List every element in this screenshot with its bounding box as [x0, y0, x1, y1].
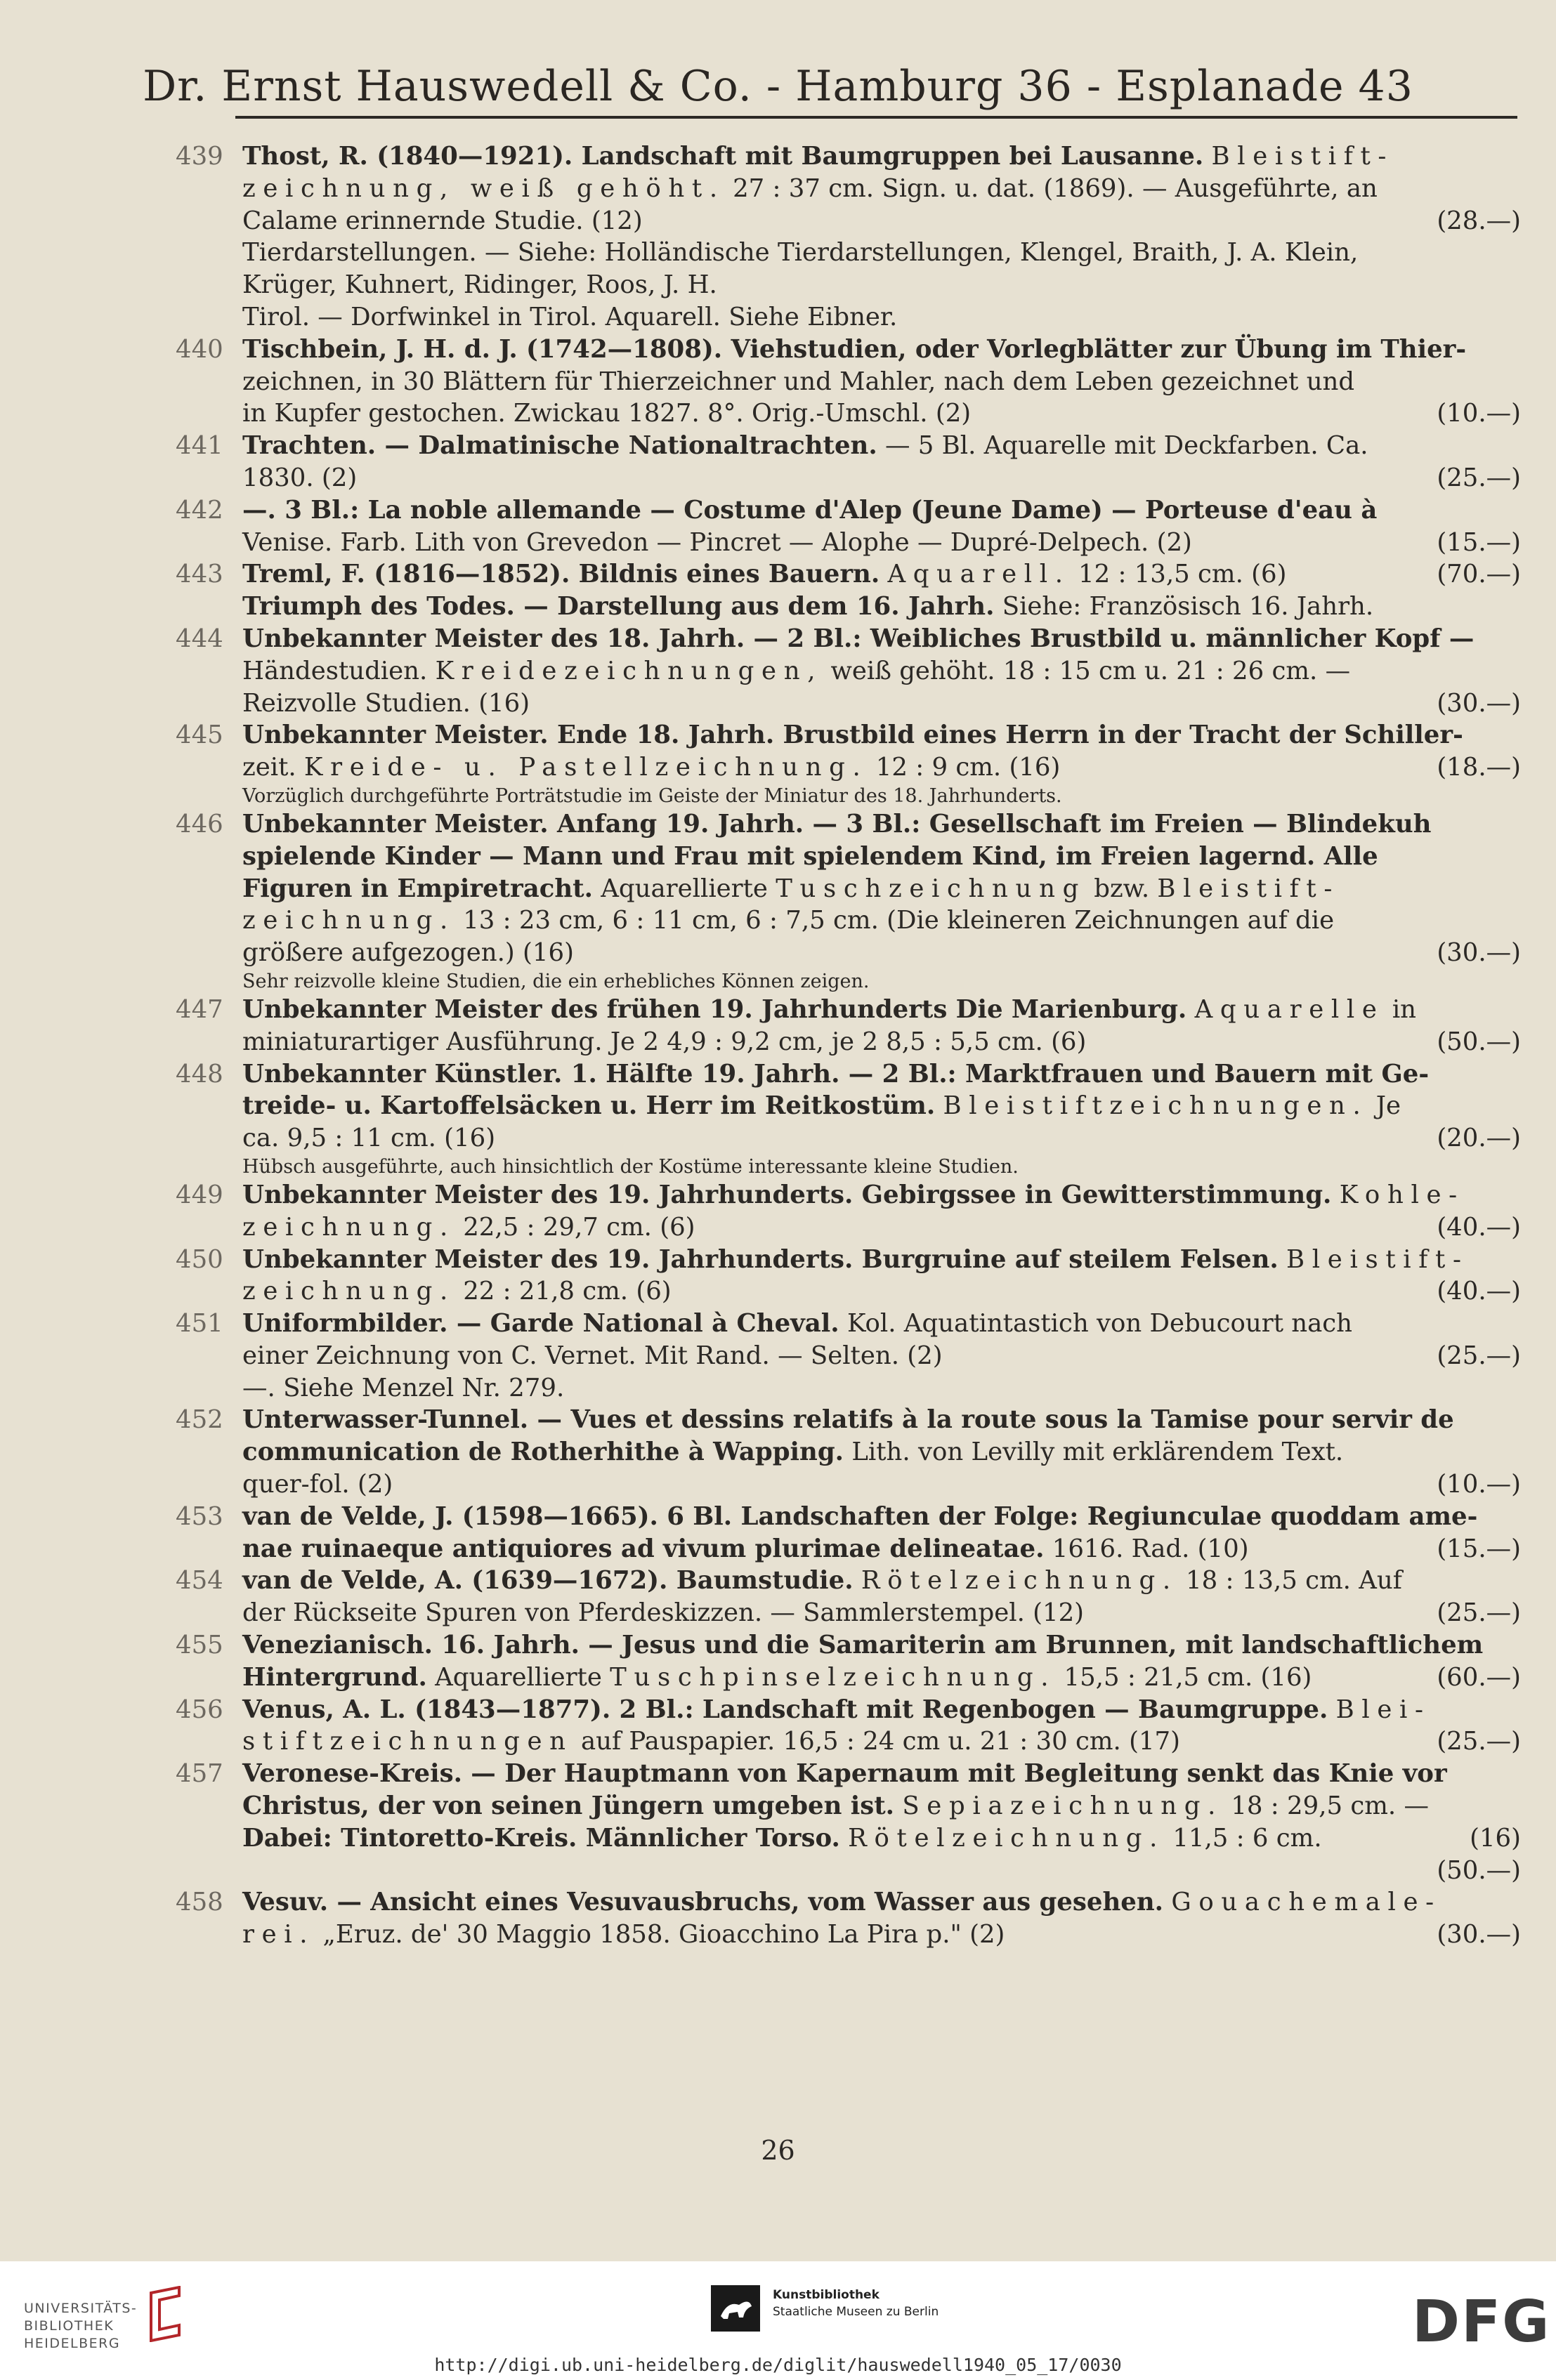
line-text: [242, 430, 1368, 462]
line-text: [242, 269, 717, 301]
spaced-text: zeichnung.: [242, 1212, 455, 1242]
entry-line: [242, 1725, 1521, 1758]
lot-number: 450: [176, 1244, 223, 1274]
line-text: [242, 1822, 1322, 1855]
university-line-2: BIBLIOTHEK: [24, 2318, 115, 2334]
price: (15.—): [1437, 527, 1521, 557]
spaced-text: stiftzeichnungen: [242, 1727, 573, 1756]
entry-line: [242, 591, 1521, 623]
line-text: [242, 591, 1373, 623]
entry-line: [242, 1597, 1521, 1629]
text: „Eruz. de' 30 Maggio 1858. Gioacchino La Pira p." (2): [315, 1920, 1005, 1950]
entry-line: [242, 655, 1521, 688]
bold-text: Triumph des Todes. — Darstellung aus dem 16. Jahrh.: [242, 592, 995, 622]
lot-number: 448: [176, 1059, 223, 1089]
line-text: [242, 140, 1394, 173]
entry-line: [242, 527, 1521, 559]
text: [840, 1824, 848, 1853]
catalog-entry: [176, 1179, 1521, 1244]
entry-line: [242, 808, 1521, 841]
entry-line: [242, 1372, 1521, 1405]
entry-line: [242, 334, 1521, 366]
university-logo-icon: [144, 2286, 186, 2342]
entry-line: [242, 623, 1521, 655]
text: Siehe: Französisch 16. Jahrh.: [994, 592, 1374, 622]
entry-note: Vorzüglich durchgeführte Porträtstudie im Geiste der Miniatur des 18. Jahrhunderts.: [242, 784, 1062, 807]
spaced-text: Bleistift-: [1286, 1244, 1469, 1274]
line-text: der Rückseite Spuren von Pferdeskizzen. — Sammlerstempel. (12): [242, 1598, 1085, 1628]
line-text: [242, 1501, 1477, 1533]
dfg-logo: DFG: [1412, 2289, 1551, 2355]
bold-text: Unbekannter Meister des 19. Jahrhunderts. Burgruine auf steilem Felsen.: [242, 1244, 1279, 1274]
entry-line: [242, 1404, 1521, 1436]
entry-line: [242, 1468, 1521, 1501]
text: Aquarellierte: [592, 874, 776, 903]
entry-line: [242, 1501, 1521, 1533]
line-text: [242, 173, 1378, 205]
catalog-entry: [176, 558, 1521, 623]
text: [1279, 1245, 1286, 1274]
line-text: miniaturartiger Ausführung. Je 2 4,9 : 9,2 cm, je 2 8,5 : 5,5 cm. (6): [242, 1027, 1087, 1056]
entry-line: [242, 1340, 1521, 1372]
spaced-text: zeichnung, weiß gehöht.: [242, 173, 725, 203]
text: 22 : 21,8 cm. (6): [455, 1277, 672, 1306]
catalog-entry: [176, 623, 1521, 719]
bold-text: nae ruinaeque antiquiores ad vivum plurimae delineatae.: [242, 1534, 1045, 1563]
text: Je: [1368, 1091, 1401, 1121]
entry-line: [242, 1919, 1521, 1951]
line-text: [242, 237, 1358, 269]
entry-line: [242, 1122, 1521, 1155]
entry-line: [242, 173, 1521, 205]
line-text: [242, 1090, 1401, 1122]
entry-line: [242, 873, 1521, 905]
university-line-3: HEIDELBERG: [24, 2336, 121, 2351]
entry-line: [242, 237, 1521, 269]
price: (40.—): [1437, 1212, 1521, 1242]
bold-text: Unbekannter Meister des 18. Jahrh. — 2 Bl.: Weibliches Brustbild u. männlicher Kopf —: [242, 624, 1475, 653]
bold-text: Unbekannter Künstler. 1. Hälfte 19. Jahrh. — 2 Bl.: Marktfrauen und Bauern mit Ge-: [242, 1059, 1430, 1089]
text: in: [1384, 994, 1417, 1024]
entry-line: [242, 719, 1521, 751]
price: (30.—): [1437, 938, 1521, 968]
entry-line: [242, 1662, 1521, 1694]
header-rule: [235, 116, 1517, 119]
line-text: [242, 1058, 1429, 1091]
bold-text: Unbekannter Meister des 19. Jahrhunderts. Gebirgssee in Gewitterstimmung.: [242, 1180, 1332, 1209]
text: [935, 1091, 943, 1120]
catalog-entry: [176, 994, 1521, 1058]
spaced-text: Rötelzeichnung.: [848, 1823, 1165, 1853]
text: Krüger, Kuhnert, Ridinger, Roos, J. H.: [242, 270, 717, 300]
bold-text: —. 3 Bl.: La noble allemande — Costume d'Alep (Jeune Dame) — Porteuse d'eau à: [242, 495, 1378, 525]
page-number: 26: [761, 2135, 795, 2166]
entry-line: [242, 937, 1521, 969]
text: [894, 1791, 902, 1820]
text: [880, 560, 887, 589]
text: 11,5 : 6 cm.: [1165, 1823, 1322, 1853]
price: (10.—): [1437, 399, 1521, 428]
line-text: [242, 1886, 1441, 1919]
bold-text: spielende Kinder — Mann und Frau mit spielendem Kind, im Freien lagernd. Alle: [242, 841, 1378, 871]
line-text: in Kupfer gestochen. Zwickau 1827. 8°. Orig.-Umschl. (2): [242, 399, 972, 428]
library-subtitle: Staatliche Museen zu Berlin: [773, 2305, 939, 2319]
spaced-text: Sepiazeichnung.: [902, 1791, 1224, 1821]
text: — 5 Bl. Aquarelle mit Deckfarben. Ca.: [877, 431, 1368, 461]
line-text: [242, 655, 1350, 688]
bold-text: Unterwasser-Tunnel. — Vues et dessins relatifs à la route sous la Tamise pour servir de: [242, 1405, 1454, 1435]
line-text: [242, 1629, 1483, 1662]
entry-line: [242, 1822, 1521, 1855]
line-text: [242, 994, 1416, 1026]
price: (40.—): [1437, 1277, 1521, 1306]
bold-text: Vesuv. — Ansicht eines Vesuvausbruchs, vom Wasser aus gesehen.: [242, 1888, 1164, 1917]
bold-text: treide- u. Kartoffelsäcken u. Herr im Reitkostüm.: [242, 1091, 936, 1121]
text: Tierdarstellungen. — Siehe: Holländische Tierdarstellungen, Klengel, Braith, J. A. Klein,: [242, 238, 1359, 268]
catalog-entry: [176, 1694, 1521, 1758]
price: (25.—): [1437, 463, 1521, 492]
text: [854, 1566, 861, 1595]
entry-line: [242, 1211, 1521, 1244]
text: Händestudien.: [242, 656, 436, 685]
text: weiß gehöht. 18 : 15 cm u. 21 : 26 cm. —: [823, 656, 1351, 685]
spaced-text: Gouachemale-: [1171, 1888, 1441, 1917]
text: 12 : 9 cm. (16): [868, 753, 1061, 782]
text: Lith. von Levilly mit erklärendem Text.: [844, 1438, 1344, 1467]
price: (25.—): [1437, 1341, 1521, 1370]
entry-line: [242, 1565, 1521, 1597]
line-text: [242, 1244, 1469, 1276]
entry-line: [242, 494, 1521, 527]
lot-number: 452: [176, 1405, 223, 1435]
line-text: [242, 1533, 1249, 1565]
spaced-text: Tuschzeichnung: [776, 874, 1086, 903]
spaced-text: Blei-: [1335, 1695, 1431, 1724]
text: [1186, 995, 1194, 1024]
text: [1163, 1888, 1171, 1917]
price: (70.—): [1437, 560, 1521, 589]
line-text: [242, 1404, 1454, 1436]
line-text: quer-fol. (2): [242, 1470, 393, 1499]
line-text: Calame erinnernde Studie. (12): [242, 206, 643, 235]
price: (50.—): [1437, 1855, 1521, 1885]
lot-number: 457: [176, 1759, 223, 1789]
lot-number: 444: [176, 624, 223, 653]
text: zeichnen, in 30 Blättern für Thierzeichner und Mahler, nach dem Leben gezeichnet und: [242, 367, 1355, 396]
line-text: [242, 1919, 1005, 1951]
line-text: [242, 366, 1354, 398]
kunstbibliothek-logo-icon: [711, 2285, 760, 2332]
entry-line: [242, 994, 1521, 1026]
text: 22,5 : 29,7 cm. (6): [455, 1212, 695, 1242]
line-text: 1830. (2): [242, 463, 358, 492]
bold-text: communication de Rotherhithe à Wapping.: [242, 1438, 844, 1467]
entry-line: [242, 397, 1521, 430]
lot-number: 439: [176, 142, 223, 171]
line-text: [242, 494, 1377, 527]
entry-line: [242, 1436, 1521, 1468]
line-text: Venise. Farb. Lith von Grevedon — Pincret — Alophe — Dupré-Delpech. (2): [242, 527, 1192, 557]
entry-line: [242, 905, 1521, 937]
price: (25.—): [1437, 1727, 1521, 1756]
lot-number: 456: [176, 1695, 223, 1724]
spaced-text: Rötelzeichnung.: [861, 1566, 1178, 1596]
spaced-text: Bleistift-: [1157, 874, 1340, 903]
line-text: [242, 808, 1431, 841]
bold-text: Trachten. — Dalmatinische Nationaltrachten.: [242, 431, 877, 461]
text: Tirol. — Dorfwinkel in Tirol. Aquarell. Siehe Eibner.: [242, 302, 898, 331]
line-text: [242, 841, 1378, 873]
entry-line: [242, 688, 1521, 720]
catalog-entry: [176, 1886, 1521, 1951]
catalog-entry: [176, 430, 1521, 494]
line-text: ca. 9,5 : 11 cm. (16): [242, 1124, 496, 1153]
entry-line: [242, 269, 1521, 301]
catalog-entry: [176, 1308, 1521, 1404]
entry-line: [242, 1694, 1521, 1726]
text: 15,5 : 21,5 cm. (16): [1056, 1662, 1312, 1692]
bold-text: Unbekannter Meister des frühen 19. Jahrhunderts Die Marienburg.: [242, 994, 1187, 1024]
catalog-entry: [176, 140, 1521, 334]
entry-note: Sehr reizvolle kleine Studien, die ein erhebliches Können zeigen.: [242, 970, 870, 992]
spaced-text: Aquarell.: [887, 560, 1071, 589]
price: (18.—): [1437, 753, 1521, 782]
page-header: Dr. Ernst Hauswedell & Co. - Hamburg 36 - Esplanade 43: [143, 62, 1413, 111]
bold-text: Veronese-Kreis. — Der Hauptmann von Kapernaum mit Begleitung senkt das Knie vor: [242, 1759, 1447, 1789]
line-text: [242, 334, 1466, 366]
spaced-text: zeichnung.: [242, 1277, 455, 1306]
price: (60.—): [1437, 1662, 1521, 1692]
entry-line: [242, 1058, 1521, 1091]
lot-number: 451: [176, 1309, 223, 1339]
spaced-text: rei.: [242, 1920, 315, 1950]
catalog-entry: [176, 1501, 1521, 1565]
text: 18 : 29,5 cm. —: [1223, 1791, 1429, 1821]
entry-line: [242, 1629, 1521, 1662]
line-text: [242, 905, 1334, 937]
spaced-text: Bleistiftzeichnungen.: [943, 1091, 1368, 1121]
lot-number: 440: [176, 334, 223, 364]
entry-line: [242, 301, 1521, 334]
line-text: Reizvolle Studien. (16): [242, 688, 530, 718]
text: [1328, 1695, 1335, 1724]
catalog-entry: [176, 1244, 1521, 1308]
line-text: [242, 1565, 1402, 1597]
line-text: größere aufgezogen.) (16): [242, 938, 574, 968]
catalog-entry: [176, 808, 1521, 994]
lot-number: 454: [176, 1566, 223, 1596]
line-text: einer Zeichnung von C. Vernet. Mit Rand. — Selten. (2): [242, 1341, 943, 1370]
line-text: [242, 751, 1060, 784]
line-text: [242, 1308, 1352, 1340]
entry-line: [242, 366, 1521, 398]
text: [1331, 1181, 1339, 1209]
lot-number: 453: [176, 1501, 223, 1531]
bold-text: Venus, A. L. (1843—1877). 2 Bl.: Landschaft mit Regenbogen — Baumgruppe.: [242, 1695, 1328, 1724]
price: (16): [1470, 1823, 1521, 1853]
entry-line: [242, 1026, 1521, 1058]
entry-line: [242, 140, 1521, 173]
bold-text: Thost, R. (1840—1921). Landschaft mit Baumgruppen bei Lausanne.: [242, 142, 1204, 171]
text: 13 : 23 cm, 6 : 11 cm, 6 : 7,5 cm. (Die kleineren Zeichnungen auf die: [455, 906, 1335, 935]
catalog-entry: [176, 494, 1521, 559]
kunstbibliothek-label: [773, 2287, 939, 2320]
line-text: [242, 301, 897, 334]
line-text: [242, 1662, 1312, 1694]
entry-line: [242, 841, 1521, 873]
entry-note: Hübsch ausgeführte, auch hinsichtlich der Kostüme interessante kleine Studien.: [242, 1155, 1019, 1178]
line-text: [242, 558, 1286, 591]
catalog-entry: [176, 1565, 1521, 1629]
text: zeit.: [242, 753, 304, 782]
lot-number: 447: [176, 994, 223, 1024]
entry-line: [242, 558, 1521, 591]
text: [1203, 142, 1211, 171]
line-text: [242, 1790, 1429, 1822]
text: 27 : 37 cm. Sign. u. dat. (1869). — Ausgeführte, an: [724, 173, 1378, 203]
text: 12 : 13,5 cm. (6): [1070, 560, 1287, 589]
price: (15.—): [1437, 1534, 1521, 1563]
catalog-entry: [176, 1758, 1521, 1886]
lot-number: 443: [176, 560, 223, 589]
bold-text: Tischbein, J. H. d. J. (1742—1808). Viehstudien, oder Vorlegblätter zur Übung im Thier-: [242, 334, 1467, 364]
line-text: [242, 1372, 564, 1405]
line-text: [242, 719, 1463, 751]
bold-text: Uniformbilder. — Garde National à Cheval.: [242, 1309, 839, 1339]
line-text: [242, 1694, 1431, 1726]
lot-number: 458: [176, 1888, 223, 1917]
spaced-text: zeichnung.: [242, 906, 455, 935]
entry-line: [242, 1179, 1521, 1211]
line-text: [242, 623, 1474, 655]
text: 1616. Rad. (10): [1044, 1534, 1249, 1563]
price: (30.—): [1437, 1920, 1521, 1950]
text: Aquarellierte: [426, 1662, 610, 1692]
line-text: [242, 1275, 672, 1308]
bold-text: Hintergrund.: [242, 1662, 427, 1692]
spaced-text: Kohle-: [1339, 1180, 1465, 1209]
entry-line: [242, 1886, 1521, 1919]
spaced-text: Bleistift-: [1211, 142, 1394, 171]
spaced-text: Kreidezeichnungen,: [435, 656, 823, 685]
source-url[interactable]: http://digi.ub.uni-heidelberg.de/diglit/hauswedell1940_05_17/0030: [434, 2355, 1122, 2375]
bold-text: van de Velde, J. (1598—1665). 6 Bl. Landschaften der Folge: Regiunculae quoddam ame-: [242, 1501, 1478, 1531]
line-text: [242, 1436, 1343, 1468]
line-text: [242, 1179, 1465, 1211]
entry-line: [242, 205, 1521, 237]
entry-line: [242, 1790, 1521, 1822]
bold-text: Venezianisch. 16. Jahrh. — Jesus und die Samariterin am Brunnen, mit landschaftlichem: [242, 1631, 1484, 1660]
text: Kol. Aquatintastich von Debucourt nach: [839, 1309, 1353, 1339]
catalog-entries: [176, 140, 1521, 1951]
bold-text: Christus, der von seinen Jüngern umgeben ist.: [242, 1791, 895, 1821]
entry-line: [242, 1855, 1521, 1887]
text: bzw.: [1085, 874, 1158, 903]
line-text: [242, 1211, 695, 1244]
text: auf Pauspapier. 16,5 : 24 cm u. 21 : 30 cm. (17): [573, 1727, 1180, 1756]
entry-line: [242, 1308, 1521, 1340]
library-name: Kunstbibliothek: [773, 2288, 880, 2302]
spaced-text: Kreide- u. Pastellzeichnung.: [303, 753, 868, 782]
lot-number: 441: [176, 431, 223, 461]
catalog-entry: [176, 1629, 1521, 1694]
line-text: [242, 1758, 1447, 1790]
entry-line: [242, 1758, 1521, 1790]
catalog-entry: [176, 334, 1521, 430]
catalog-entry: [176, 1058, 1521, 1179]
entry-line: [242, 462, 1521, 494]
line-text: [242, 1725, 1180, 1758]
entry-line: [242, 1244, 1521, 1276]
bold-text: Unbekannter Meister. Ende 18. Jahrh. Brustbild eines Herrn in der Tracht der Schiller-: [242, 721, 1463, 750]
text: 18 : 13,5 cm. Auf: [1177, 1566, 1402, 1596]
university-library-label: [24, 2300, 137, 2353]
price: (28.—): [1437, 206, 1521, 235]
entry-line: [242, 1275, 1521, 1308]
price: (50.—): [1437, 1027, 1521, 1056]
university-line-1: UNIVERSITÄTS-: [24, 2301, 138, 2316]
entry-line: [242, 751, 1521, 784]
spaced-text: Tuschpinselzeichnung.: [610, 1662, 1057, 1692]
lot-number: 455: [176, 1631, 223, 1660]
entry-line: [242, 1533, 1521, 1565]
bold-text: van de Velde, A. (1639—1672). Baumstudie.: [242, 1566, 854, 1596]
price: (30.—): [1437, 688, 1521, 718]
lot-number: 446: [176, 809, 223, 839]
bold-text: Treml, F. (1816—1852). Bildnis eines Bauern.: [242, 560, 880, 589]
price: (25.—): [1437, 1598, 1521, 1628]
price: (20.—): [1437, 1124, 1521, 1153]
lot-number: 449: [176, 1180, 223, 1209]
bold-text: Unbekannter Meister. Anfang 19. Jahrh. — 3 Bl.: Gesellschaft im Freien — Blindekuh: [242, 809, 1432, 839]
catalog-entry: [176, 1404, 1521, 1500]
catalog-entry: [176, 719, 1521, 808]
spaced-text: Aquarelle: [1194, 994, 1385, 1024]
price: (10.—): [1437, 1470, 1521, 1499]
entry-line: [242, 1090, 1521, 1122]
entry-line: [242, 430, 1521, 462]
line-text: [242, 873, 1340, 905]
bold-text: Dabei: Tintoretto-Kreis. Männlicher Torso.: [242, 1823, 840, 1853]
lot-number: 442: [176, 495, 223, 525]
text: —. Siehe Menzel Nr. 279.: [242, 1373, 565, 1402]
lot-number: 445: [176, 721, 223, 750]
bold-text: Figuren in Empiretracht.: [242, 874, 593, 903]
